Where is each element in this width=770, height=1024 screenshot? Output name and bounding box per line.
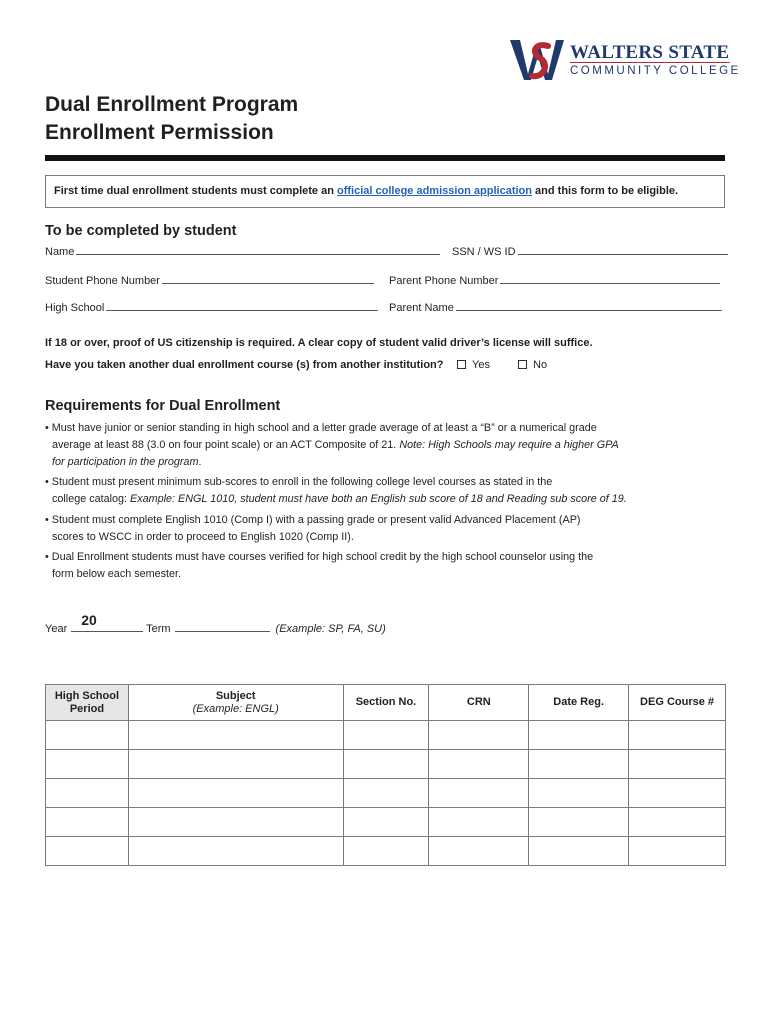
term-input-line[interactable] — [175, 620, 270, 632]
header-subject — [128, 685, 343, 721]
term-label: Term — [146, 623, 171, 635]
table-cell[interactable] — [629, 779, 726, 808]
table-row — [46, 721, 726, 750]
name-input-line[interactable] — [76, 246, 440, 255]
table-cell[interactable] — [429, 721, 529, 750]
table-cell[interactable] — [46, 750, 129, 779]
header-subject-label: Subject — [215, 689, 256, 702]
college-logo — [510, 38, 741, 84]
table-cell[interactable] — [128, 808, 343, 837]
requirement-3-line-2: scores to WSCC in order to proceed to English 1020 (Comp II). — [52, 531, 354, 543]
ws-monogram-icon — [510, 38, 566, 82]
requirement-4-line-1: • Dual Enrollment students must have courses verified for high school credit by the high school counselor using the — [45, 551, 594, 563]
table-cell[interactable] — [343, 721, 429, 750]
requirement-1-line-2 — [45, 437, 685, 454]
high-school-label: High School — [45, 302, 105, 314]
requirement-1-line-1: • Must have junior or senior standing in high school and a letter grade average of at least a “B” or a numerical grade — [45, 422, 597, 434]
table-cell[interactable] — [343, 837, 429, 866]
header-subject-example: (Example: ENGL) — [192, 702, 279, 715]
student-phone-field[interactable] — [45, 275, 374, 287]
title-line-2: Enrollment Permission — [45, 121, 274, 144]
name-field[interactable] — [45, 246, 440, 258]
term-example: (Example: SP, FA, SU) — [275, 623, 386, 635]
table-cell[interactable] — [529, 808, 629, 837]
table-cell[interactable] — [529, 721, 629, 750]
requirements-heading: Requirements for Dual Enrollment — [45, 398, 281, 414]
table-cell[interactable] — [128, 750, 343, 779]
page-title — [45, 91, 298, 147]
title-divider — [45, 155, 725, 161]
requirement-1-note: Note: High Schools may require a higher GPA — [399, 439, 619, 451]
table-cell[interactable] — [343, 779, 429, 808]
year-term-row — [45, 612, 386, 635]
requirement-4 — [45, 549, 685, 583]
table-cell[interactable] — [46, 779, 129, 808]
notice-text-before: First time dual enrollment students must complete an — [54, 185, 337, 197]
requirement-2-line-1: • Student must present minimum sub-scores to enroll in the following college level courses as stated in the — [45, 476, 553, 488]
no-checkbox[interactable] — [518, 360, 527, 369]
table-cell[interactable] — [629, 837, 726, 866]
requirement-2-line-2 — [45, 491, 685, 508]
eligibility-notice — [45, 175, 725, 208]
no-option[interactable] — [518, 359, 547, 371]
header-deg-course: DEG Course # — [629, 685, 726, 721]
prior-enrollment-question: Have you taken another dual enrollment course (s) from another institution? — [45, 359, 444, 371]
requirement-1-text-b: average at least 88 (3.0 on four point scale) or an ACT Composite of 21. — [52, 439, 397, 451]
course-table — [45, 684, 726, 866]
table-cell[interactable] — [429, 779, 529, 808]
requirement-1 — [45, 420, 685, 471]
table-cell[interactable] — [46, 808, 129, 837]
requirement-2-example: Example: ENGL 1010, student must have both an English sub score of 18 and Reading sub score of 19. — [130, 493, 627, 505]
table-cell[interactable] — [429, 750, 529, 779]
table-cell[interactable] — [529, 779, 629, 808]
logo-subtitle: COMMUNITY COLLEGE — [570, 65, 741, 77]
year-input-line[interactable] — [71, 612, 143, 632]
table-cell[interactable] — [529, 750, 629, 779]
table-header-row — [46, 685, 726, 721]
header-period-line-1: High School — [54, 689, 120, 702]
parent-name-input-line[interactable] — [456, 302, 722, 311]
parent-phone-input-line[interactable] — [500, 275, 720, 284]
requirement-1-text-c: for participation in the program — [52, 456, 199, 468]
table-cell[interactable] — [128, 837, 343, 866]
year-label: Year — [45, 623, 68, 635]
high-school-field[interactable] — [45, 302, 378, 314]
table-cell[interactable] — [429, 808, 529, 837]
logo-name: WALTERS STATE — [570, 42, 730, 63]
table-cell[interactable] — [429, 837, 529, 866]
high-school-input-line[interactable] — [106, 302, 378, 311]
table-cell[interactable] — [128, 779, 343, 808]
no-label: No — [533, 359, 548, 371]
yes-label: Yes — [472, 359, 490, 371]
table-row — [46, 808, 726, 837]
admission-application-link[interactable]: official college admission application — [337, 185, 532, 197]
requirement-3-line-1: • Student must complete English 1010 (Comp I) with a passing grade or present valid Advanced Placement (AP) — [45, 514, 581, 526]
table-row — [46, 779, 726, 808]
table-cell[interactable] — [343, 750, 429, 779]
table-cell[interactable] — [128, 721, 343, 750]
requirement-2-text-b: college catalog: — [52, 493, 128, 505]
header-crn: CRN — [429, 685, 529, 721]
table-cell[interactable] — [629, 750, 726, 779]
requirement-4-line-2: form below each semester. — [52, 568, 182, 580]
student-phone-input-line[interactable] — [162, 275, 374, 284]
table-cell[interactable] — [46, 837, 129, 866]
parent-name-field[interactable] — [389, 302, 722, 314]
table-cell[interactable] — [46, 721, 129, 750]
table-cell[interactable] — [529, 837, 629, 866]
ssn-field[interactable] — [452, 246, 728, 258]
header-date-reg: Date Reg. — [529, 685, 629, 721]
yes-option[interactable] — [457, 359, 490, 371]
requirement-3 — [45, 512, 685, 546]
ssn-label: SSN / WS ID — [452, 246, 516, 258]
table-row — [46, 837, 726, 866]
requirement-2 — [45, 474, 685, 508]
header-period — [46, 685, 129, 721]
table-cell[interactable] — [343, 808, 429, 837]
student-phone-label: Student Phone Number — [45, 275, 160, 287]
header-period-line-2: Period — [69, 702, 105, 715]
table-cell[interactable] — [629, 721, 726, 750]
parent-phone-label: Parent Phone Number — [389, 275, 499, 287]
name-label: Name — [45, 246, 75, 258]
title-line-1: Dual Enrollment Program — [45, 93, 299, 116]
citizenship-requirement: If 18 or over, proof of US citizenship is required. A clear copy of student valid driver’s license will suffice. — [45, 337, 593, 349]
ssn-input-line[interactable] — [518, 246, 728, 255]
yes-checkbox[interactable] — [457, 360, 466, 369]
requirement-1-line-3: for participation in the program. — [52, 456, 202, 468]
parent-name-label: Parent Name — [389, 302, 454, 314]
notice-text-after: and this form to be eligible. — [532, 185, 679, 197]
year-prefix: 20 — [81, 612, 97, 628]
student-section-heading: To be completed by student — [45, 223, 237, 239]
table-cell[interactable] — [629, 808, 726, 837]
table-row — [46, 750, 726, 779]
parent-phone-field[interactable] — [389, 275, 720, 287]
header-section: Section No. — [343, 685, 429, 721]
